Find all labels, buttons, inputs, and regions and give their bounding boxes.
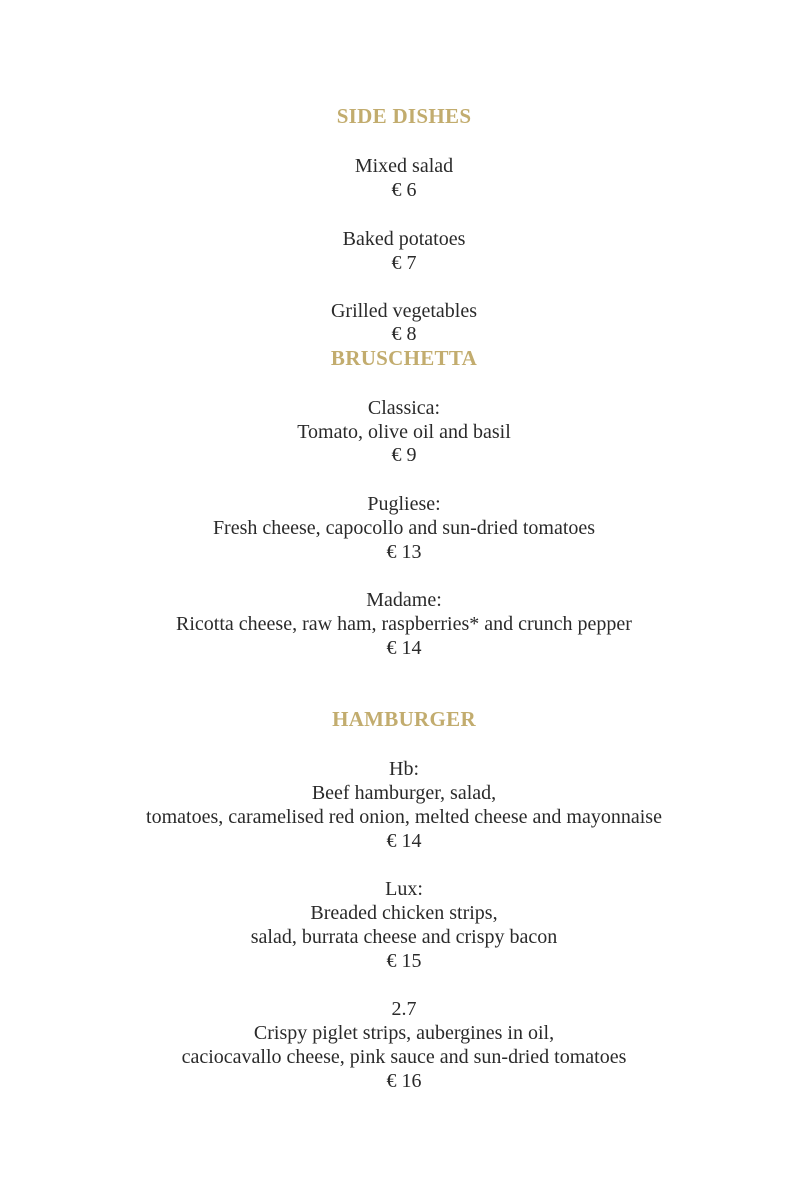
item-price-2-7: € 16 bbox=[386, 1070, 422, 1092]
item-description-pugliese: Fresh cheese, capocollo and sun-dried tomatoes bbox=[212, 517, 596, 539]
item-price-pugliese: € 13 bbox=[386, 541, 422, 563]
item-description-2-7-line-2: caciocavallo cheese, pink sauce and sun-dried tomatoes bbox=[181, 1046, 627, 1068]
item-name-baked-potatoes: Baked potatoes bbox=[342, 228, 466, 250]
item-description-2-7-line-1: Crispy piglet strips, aubergines in oil, bbox=[253, 1022, 555, 1044]
section-heading-side-dishes: SIDE DISHES bbox=[336, 104, 472, 128]
item-price-lux: € 15 bbox=[386, 950, 422, 972]
item-description-hb-line-2: tomatoes, caramelised red onion, melted cheese and mayonnaise bbox=[146, 806, 662, 828]
item-description-hb-line-1: Beef hamburger, salad, bbox=[311, 782, 497, 804]
item-name-lux: Lux: bbox=[385, 878, 423, 900]
item-name-mixed-salad: Mixed salad bbox=[354, 155, 454, 177]
item-description-lux-line-1: Breaded chicken strips, bbox=[310, 902, 498, 924]
item-price-mixed-salad: € 6 bbox=[391, 179, 417, 201]
section-heading-hamburger: HAMBURGER bbox=[332, 707, 476, 731]
item-name-madame: Madame: bbox=[366, 589, 442, 611]
item-name-hb: Hb: bbox=[389, 758, 419, 780]
item-price-grilled-vegetables: € 8 bbox=[391, 323, 417, 345]
section-heading-bruschetta: BRUSCHETTA bbox=[330, 346, 478, 370]
item-price-classica: € 9 bbox=[391, 444, 417, 466]
item-price-baked-potatoes: € 7 bbox=[391, 252, 417, 274]
item-name-classica: Classica: bbox=[367, 397, 441, 419]
item-name-pugliese: Pugliese: bbox=[367, 493, 441, 515]
item-price-hb: € 14 bbox=[386, 830, 422, 852]
item-name-grilled-vegetables: Grilled vegetables bbox=[330, 300, 478, 322]
item-price-madame: € 14 bbox=[386, 637, 422, 659]
item-description-madame: Ricotta cheese, raw ham, raspberries* and crunch pepper bbox=[176, 613, 632, 635]
item-description-lux-line-2: salad, burrata cheese and crispy bacon bbox=[250, 926, 558, 948]
item-description-classica: Tomato, olive oil and basil bbox=[297, 421, 511, 443]
item-name-2-7: 2.7 bbox=[391, 998, 417, 1020]
